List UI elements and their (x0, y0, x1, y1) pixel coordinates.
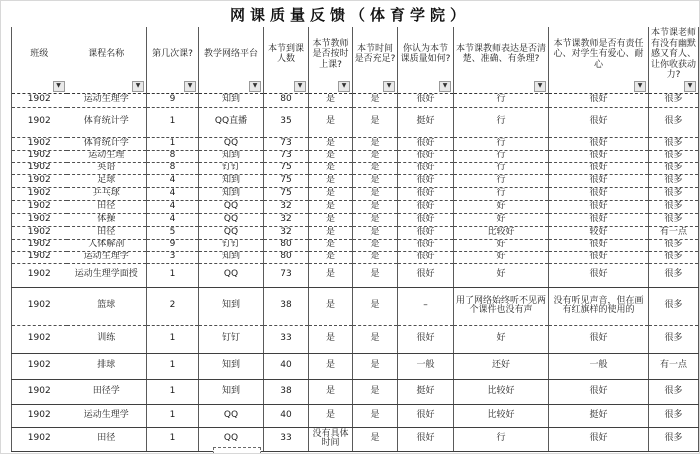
cell[interactable]: 行 (454, 150, 549, 162)
cell[interactable]: 好 (454, 239, 549, 251)
cell[interactable]: 73 (264, 263, 309, 287)
cell[interactable]: 一般 (398, 353, 454, 379)
cell[interactable]: 是 (353, 162, 398, 174)
cell[interactable]: 运动生理学 (67, 251, 147, 263)
column-header (454, 27, 549, 93)
cell[interactable]: 75 (264, 174, 309, 187)
cell[interactable]: 1902 (12, 404, 67, 427)
cell[interactable]: 训练 (67, 325, 147, 353)
cell[interactable]: 行 (454, 107, 549, 137)
filter-button[interactable]: ▼ (383, 81, 395, 92)
cell[interactable]: 挺好 (398, 107, 454, 137)
cell[interactable]: 9 (147, 93, 199, 107)
cell[interactable]: 行 (454, 93, 549, 107)
cell[interactable]: QQ (199, 226, 264, 239)
cell[interactable]: 是 (353, 287, 398, 325)
cell[interactable]: 是 (353, 353, 398, 379)
cell[interactable]: 很好 (398, 174, 454, 187)
cell[interactable]: QQ直播 (199, 107, 264, 137)
cell[interactable]: 是 (353, 239, 398, 251)
table-row (12, 251, 699, 263)
cell[interactable]: 33 (264, 427, 309, 451)
cell[interactable]: 是 (353, 226, 398, 239)
table-row (12, 427, 699, 451)
cell[interactable]: 38 (264, 379, 309, 404)
cell[interactable]: 很好 (398, 200, 454, 213)
table-row (12, 263, 699, 287)
table-row (12, 239, 699, 251)
cell[interactable]: 行 (454, 187, 549, 200)
cell[interactable]: 行 (454, 427, 549, 451)
cell[interactable]: 很好 (398, 325, 454, 353)
filter-button[interactable]: ▼ (53, 81, 65, 92)
cell[interactable]: 很好 (398, 226, 454, 239)
cell[interactable]: 32 (264, 213, 309, 226)
cell[interactable]: 很好 (549, 427, 649, 451)
cell[interactable]: 很多 (649, 200, 699, 213)
cell[interactable]: 篮球 (67, 287, 147, 325)
column-header-label: 本节时间是否充足? (354, 43, 396, 65)
cell[interactable]: 1 (147, 404, 199, 427)
header-row (12, 27, 699, 93)
cell[interactable]: 是 (309, 239, 353, 251)
column-header-label: 本节到课人数 (267, 43, 304, 65)
cell[interactable]: 1902 (12, 427, 67, 451)
column-header (147, 27, 199, 93)
cell[interactable]: 很多 (649, 174, 699, 187)
cell[interactable]: 知到 (199, 287, 264, 325)
cell[interactable]: 运动生理学 (67, 93, 147, 107)
cell[interactable]: 1902 (12, 187, 67, 200)
column-header-label: 本节教师是否按时上课? (312, 38, 349, 70)
column-header (264, 27, 309, 93)
cell[interactable]: 很好 (398, 427, 454, 451)
cell[interactable]: 很多 (649, 150, 699, 162)
cell[interactable]: 知到 (199, 251, 264, 263)
cell[interactable]: 很多 (649, 263, 699, 287)
cell[interactable]: 很好 (549, 93, 649, 107)
cell[interactable]: 很多 (649, 251, 699, 263)
cell[interactable]: 很好 (549, 107, 649, 137)
column-header (353, 27, 398, 93)
cell[interactable]: 是 (353, 427, 398, 451)
cell[interactable]: 很好 (549, 150, 649, 162)
cell[interactable]: 是 (309, 150, 353, 162)
cell[interactable]: 很多 (649, 427, 699, 451)
cell[interactable]: 很多 (649, 325, 699, 353)
cell[interactable]: QQ (199, 263, 264, 287)
cell[interactable]: 较好 (549, 226, 649, 239)
cell[interactable]: 很好 (398, 150, 454, 162)
cell[interactable]: 乒乓球 (67, 187, 147, 200)
cell[interactable]: QQ (199, 404, 264, 427)
cell[interactable]: 是 (353, 263, 398, 287)
column-header (199, 27, 264, 93)
cell[interactable]: 知到 (199, 187, 264, 200)
table-row (12, 162, 699, 174)
cell[interactable]: 很好 (549, 200, 649, 213)
cell[interactable]: 是 (353, 107, 398, 137)
table-row (12, 287, 699, 325)
cell[interactable]: 行 (454, 162, 549, 174)
cell[interactable]: 是 (309, 263, 353, 287)
table-row (12, 150, 699, 162)
cell[interactable]: 很好 (549, 174, 649, 187)
filter-button[interactable]: ▼ (249, 81, 261, 92)
table-row (12, 93, 699, 107)
cell[interactable]: 1 (147, 353, 199, 379)
filter-button[interactable]: ▼ (534, 81, 546, 92)
cell[interactable]: 钉钉 (199, 325, 264, 353)
cell[interactable]: 挺好 (398, 379, 454, 404)
feedback-table (11, 27, 699, 452)
cell[interactable]: QQ (199, 427, 264, 451)
filter-button[interactable]: ▼ (338, 81, 350, 92)
cell[interactable]: 1902 (12, 226, 67, 239)
filter-button[interactable]: ▼ (132, 81, 144, 92)
cell[interactable]: 好 (454, 251, 549, 263)
table-row (12, 353, 699, 379)
cell[interactable]: 是 (353, 200, 398, 213)
cell[interactable]: 很好 (549, 213, 649, 226)
cell[interactable]: 1 (147, 107, 199, 137)
cell[interactable]: 很好 (549, 263, 649, 287)
cell[interactable]: 73 (264, 150, 309, 162)
column-header-label: 班级 (30, 49, 49, 59)
cell[interactable]: 是 (353, 93, 398, 107)
cell[interactable]: 行 (454, 137, 549, 150)
cell[interactable]: 8 (147, 162, 199, 174)
cell[interactable]: 用了网络始终听不见两个课件也没有声 (454, 287, 549, 325)
cell[interactable]: 是 (353, 404, 398, 427)
cell[interactable]: 很好 (549, 251, 649, 263)
cell[interactable]: 很好 (549, 187, 649, 200)
cell[interactable]: 很好 (398, 213, 454, 226)
cell[interactable]: 是 (309, 174, 353, 187)
cell[interactable]: 1902 (12, 174, 67, 187)
cell[interactable]: 是 (353, 213, 398, 226)
cell[interactable]: 38 (264, 287, 309, 325)
cell[interactable]: 是 (353, 150, 398, 162)
cell[interactable]: 1 (147, 379, 199, 404)
column-header (12, 27, 67, 93)
cell[interactable]: QQ (199, 137, 264, 150)
column-header-label: 本节课老师有没有幽默感又育人、让你收获动力? (650, 28, 696, 80)
cell[interactable]: 没有听见声音，但在画有红旗样的使用的 (549, 287, 649, 325)
cell[interactable]: 是 (309, 200, 353, 213)
cell[interactable]: 很多 (649, 107, 699, 137)
cell[interactable]: 运动生理学面授 (67, 263, 147, 287)
cell[interactable]: 是 (309, 93, 353, 107)
cell[interactable]: 田径 (67, 427, 147, 451)
cell[interactable]: 很多 (649, 287, 699, 325)
cell[interactable]: 田径学 (67, 379, 147, 404)
cell[interactable]: 1902 (12, 162, 67, 174)
cell[interactable]: 1 (147, 325, 199, 353)
column-header-label: 课程名称 (88, 49, 125, 59)
table-row (12, 325, 699, 353)
cell[interactable]: 排球 (67, 353, 147, 379)
cell[interactable]: QQ (199, 213, 264, 226)
cell[interactable]: 很好 (398, 162, 454, 174)
cell[interactable]: 比较好 (454, 226, 549, 239)
cell[interactable]: 很多 (649, 213, 699, 226)
cell[interactable]: 很好 (398, 137, 454, 150)
cell[interactable]: 没有具体时间 (309, 427, 353, 451)
cell[interactable]: 体育统计学 (67, 107, 147, 137)
cell[interactable]: 是 (353, 325, 398, 353)
cell[interactable]: 73 (264, 137, 309, 150)
cell[interactable]: 比较好 (454, 379, 549, 404)
cell[interactable]: 有一点 (649, 226, 699, 239)
cell[interactable]: 很好 (398, 239, 454, 251)
cell[interactable]: 1902 (12, 263, 67, 287)
cell[interactable]: 4 (147, 213, 199, 226)
cell[interactable]: – (398, 287, 454, 325)
cell[interactable]: 好 (454, 213, 549, 226)
cell[interactable]: 1902 (12, 137, 67, 150)
column-header (398, 27, 454, 93)
cell[interactable]: 很多 (649, 404, 699, 427)
cell[interactable]: 知到 (199, 174, 264, 187)
column-header-label: 教学网络平台 (203, 49, 258, 59)
cell[interactable]: 很多 (649, 93, 699, 107)
cell[interactable]: 知到 (199, 353, 264, 379)
partial-cell-fragment (213, 447, 261, 454)
cell[interactable]: 是 (353, 251, 398, 263)
cell[interactable]: 4 (147, 200, 199, 213)
cell[interactable]: 足球 (67, 174, 147, 187)
cell[interactable]: 33 (264, 325, 309, 353)
table-row (12, 137, 699, 150)
cell[interactable]: 8 (147, 150, 199, 162)
cell[interactable]: 是 (309, 187, 353, 200)
cell[interactable]: 1902 (12, 213, 67, 226)
cell[interactable]: 1902 (12, 325, 67, 353)
cell[interactable]: 1 (147, 427, 199, 451)
cell[interactable]: 运动生理 (67, 150, 147, 162)
cell[interactable]: 还好 (454, 353, 549, 379)
cell[interactable]: 很多 (649, 187, 699, 200)
column-header (67, 27, 147, 93)
cell[interactable]: 4 (147, 187, 199, 200)
cell[interactable]: 4 (147, 174, 199, 187)
filter-button[interactable]: ▼ (439, 81, 451, 92)
cell[interactable]: 1902 (12, 200, 67, 213)
cell[interactable]: 是 (309, 287, 353, 325)
cell[interactable]: 是 (309, 213, 353, 226)
cell[interactable]: 是 (353, 187, 398, 200)
cell[interactable]: 3 (147, 251, 199, 263)
cell[interactable]: 是 (309, 404, 353, 427)
cell[interactable]: 很多 (649, 379, 699, 404)
table-row (12, 187, 699, 200)
cell[interactable]: 75 (264, 187, 309, 200)
cell[interactable]: 很多 (649, 137, 699, 150)
cell[interactable]: 田径 (67, 226, 147, 239)
cell[interactable]: 1902 (12, 353, 67, 379)
cell[interactable]: 很好 (398, 251, 454, 263)
cell[interactable]: QQ (199, 200, 264, 213)
cell[interactable]: 是 (309, 137, 353, 150)
cell[interactable]: 挺好 (549, 404, 649, 427)
filter-button[interactable]: ▼ (184, 81, 196, 92)
cell[interactable]: 很好 (549, 137, 649, 150)
cell[interactable]: 体操 (67, 213, 147, 226)
cell[interactable]: 是 (309, 353, 353, 379)
column-header (549, 27, 649, 93)
column-header (309, 27, 353, 93)
cell[interactable]: 比较好 (454, 404, 549, 427)
cell[interactable]: 9 (147, 239, 199, 251)
cell[interactable]: 是 (309, 162, 353, 174)
cell[interactable]: 2 (147, 287, 199, 325)
cell[interactable]: 是 (309, 226, 353, 239)
cell[interactable]: 1902 (12, 287, 67, 325)
cell[interactable]: 很多 (649, 239, 699, 251)
cell[interactable]: 很好 (549, 239, 649, 251)
cell[interactable]: 英语 (67, 162, 147, 174)
cell[interactable]: 32 (264, 226, 309, 239)
cell[interactable]: 1902 (12, 239, 67, 251)
cell[interactable]: 知到 (199, 93, 264, 107)
cell[interactable]: 很好 (549, 162, 649, 174)
cell[interactable]: 40 (264, 353, 309, 379)
cell[interactable]: 是 (353, 137, 398, 150)
cell[interactable]: 1902 (12, 251, 67, 263)
cell[interactable]: 32 (264, 200, 309, 213)
cell[interactable]: 1902 (12, 93, 67, 107)
table-row (12, 213, 699, 226)
cell[interactable]: 1902 (12, 107, 67, 137)
cell[interactable]: 40 (264, 404, 309, 427)
table-row (12, 174, 699, 187)
cell[interactable]: 很好 (398, 263, 454, 287)
cell[interactable]: 是 (353, 174, 398, 187)
cell[interactable]: 1 (147, 137, 199, 150)
cell[interactable]: 好 (454, 200, 549, 213)
cell[interactable]: 5 (147, 226, 199, 239)
cell[interactable]: 很好 (398, 93, 454, 107)
table-row (12, 107, 699, 137)
cell[interactable]: 运动生理学 (67, 404, 147, 427)
cell[interactable]: 是 (309, 251, 353, 263)
cell[interactable]: 行 (454, 174, 549, 187)
cell[interactable]: 很好 (398, 187, 454, 200)
cell[interactable]: 知到 (199, 150, 264, 162)
cell[interactable]: 很多 (649, 162, 699, 174)
page-title: 网课质量反馈（体育学院） (229, 6, 470, 24)
cell[interactable]: 体育统计学 (67, 137, 147, 150)
table-row (12, 379, 699, 404)
column-header-label: 本节课教师是否有责任心、对学生有爱心、耐心 (553, 38, 644, 70)
cell[interactable]: 钉钉 (199, 162, 264, 174)
cell[interactable]: 钉钉 (199, 239, 264, 251)
cell[interactable]: 很好 (398, 404, 454, 427)
table-row (12, 404, 699, 427)
cell[interactable]: 80 (264, 251, 309, 263)
cell[interactable]: 知到 (199, 379, 264, 404)
filter-button[interactable]: ▼ (634, 81, 646, 92)
cell[interactable]: 有一点 (649, 353, 699, 379)
cell[interactable]: 一般 (549, 353, 649, 379)
cell[interactable]: 35 (264, 107, 309, 137)
column-header-label: 你认为本节课质量如何? (400, 43, 451, 65)
column-header-label: 本节课教师表达是否清楚、准确、有条理? (455, 43, 546, 65)
cell[interactable]: 田径 (67, 200, 147, 213)
cell[interactable]: 好 (454, 263, 549, 287)
cell[interactable]: 是 (353, 379, 398, 404)
cell[interactable]: 很好 (549, 379, 649, 404)
table-row (12, 226, 699, 239)
cell[interactable]: 80 (264, 93, 309, 107)
cell[interactable]: 1 (147, 263, 199, 287)
column-header (649, 27, 699, 93)
cell[interactable]: 是 (309, 107, 353, 137)
cell[interactable]: 1902 (12, 150, 67, 162)
cell[interactable]: 好 (454, 325, 549, 353)
cell[interactable]: 人体解剖 (67, 239, 147, 251)
cell[interactable]: 是 (309, 325, 353, 353)
filter-button[interactable]: ▼ (294, 81, 306, 92)
cell[interactable]: 是 (309, 379, 353, 404)
cell[interactable]: 75 (264, 162, 309, 174)
cell[interactable]: 很好 (549, 325, 649, 353)
column-header-label: 第几次课? (152, 49, 193, 59)
table-row (12, 200, 699, 213)
filter-button[interactable]: ▼ (684, 81, 696, 92)
cell[interactable]: 80 (264, 239, 309, 251)
cell[interactable]: 1902 (12, 379, 67, 404)
